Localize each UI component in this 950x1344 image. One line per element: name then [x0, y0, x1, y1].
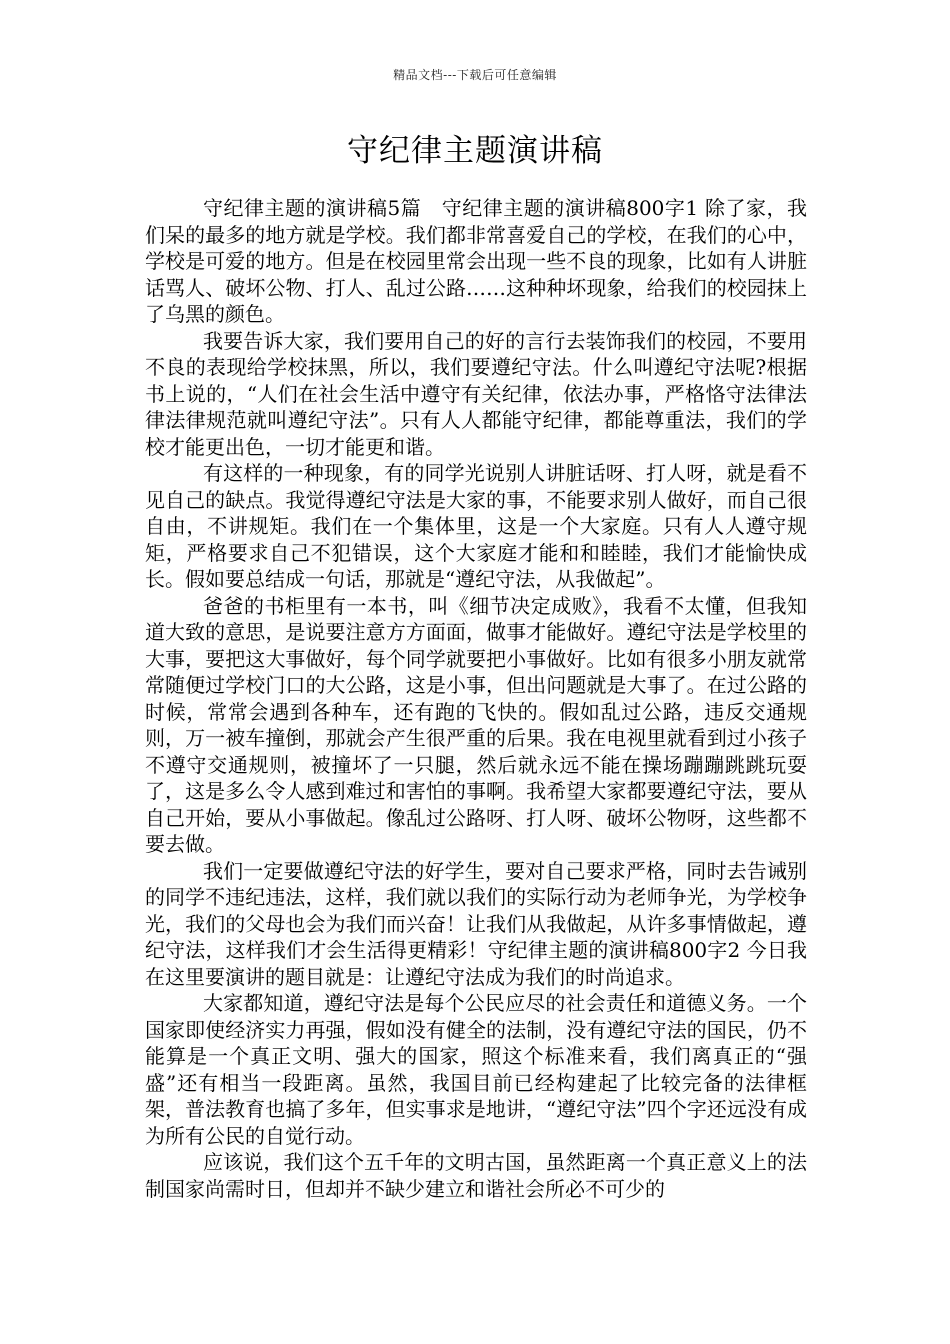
paragraph: 我们一定要做遵纪守法的好学生，要对自己要求严格，同时去告诫别的同学不违纪违法，这样，我们就以我们的实际行动为老师争光，为学校争光，我们的父母也会为我们而兴奋！让我们从我做起，从许多事情做起，遵纪守法，这样我们才会生活得更精彩！守纪律主题的演讲稿800字2 今日我在这里要演讲的题目就是：让遵纪守法成为我们的时尚追求。	[145, 858, 807, 989]
page-header: 精品文档---下载后可任意编辑	[393, 68, 557, 82]
paragraph: 守纪律主题的演讲稿5篇 守纪律主题的演讲稿800字1 除了家，我们呆的最多的地方就是学校。我们都非常喜爱自己的学校，在我们的心中，学校是可爱的地方。但是在校园里常会出现一些不良的现象，比如有人讲脏话骂人、破坏公物、打人、乱过公路……这种种坏现象，给我们的校园抹上了乌黑的颜色。	[145, 196, 807, 326]
document-title: 守纪律主题演讲稿	[347, 133, 603, 169]
paragraph: 有这样的一种现象，有的同学光说别人讲脏话呀、打人呀，就是看不见自己的缺点。我觉得遵纪守法是大家的事，不能要求别人做好，而自己很自由，不讲规矩。我们在一个集体里，这是一个大家庭。只有人人遵守规矩，严格要求自己不犯错误，这个大家庭才能和和睦睦，我们才能愉快成长。假如要总结成一句话，那就是“遵纪守法，从我做起”。	[145, 461, 807, 591]
paragraph: 应该说，我们这个五千年的文明古国，虽然距离一个真正意义上的法制国家尚需时日，但却并不缺少建立和谐社会所必不可少的	[145, 1150, 807, 1201]
paragraph: 我要告诉大家，我们要用自己的好的言行去装饰我们的校园，不要用不良的表现给学校抹黑，所以，我们要遵纪守法。什么叫遵纪守法呢?根据书上说的，“人们在社会生活中遵守有关纪律，依法办事，严格恪守法律法律法律规范就叫遵纪守法”。只有人人都能守纪律，都能尊重法，我们的学校才能更出色，一切才能更和谐。	[145, 328, 807, 459]
paragraph: 爸爸的书柜里有一本书，叫《细节决定成败》，我看不太懂，但我知道大致的意思，是说要注意方方面面，做事才能做好。遵纪守法是学校里的大事，要把这大事做好，每个同学就要把小事做好。比如有很多小朋友就常常随便过学校门口的大公路，这是小事，但出问题就是大事了。在过公路的时候，常常会遇到各种车，还有跑的飞快的。假如乱过公路，违反交通规则，万一被车撞倒，那就会产生很严重的后果。我在电视里就看到过小孩子不遵守交通规则，被撞坏了一只腿，然后就永远不能在操场蹦蹦跳跳玩耍了，这是多么令人感到难过和害怕的事啊。我希望大家都要遵纪守法，要从自己开始，要从小事做起。像乱过公路呀、打人呀、破坏公物呀，这些都不要去做。	[145, 593, 807, 856]
paragraph: 大家都知道，遵纪守法是每个公民应尽的社会责任和道德义务。一个国家即使经济实力再强，假如没有健全的法制，没有遵纪守法的国民，仍不能算是一个真正文明、强大的国家，照这个标准来看，我们离真正的“强盛”还有相当一段距离。虽然，我国目前已经构建起了比较完备的法律框架，普法教育也搞了多年，但实事求是地讲，“遵纪守法”四个字还远没有成为所有公民的自觉行动。	[145, 991, 807, 1148]
document-body	[145, 195, 807, 1202]
